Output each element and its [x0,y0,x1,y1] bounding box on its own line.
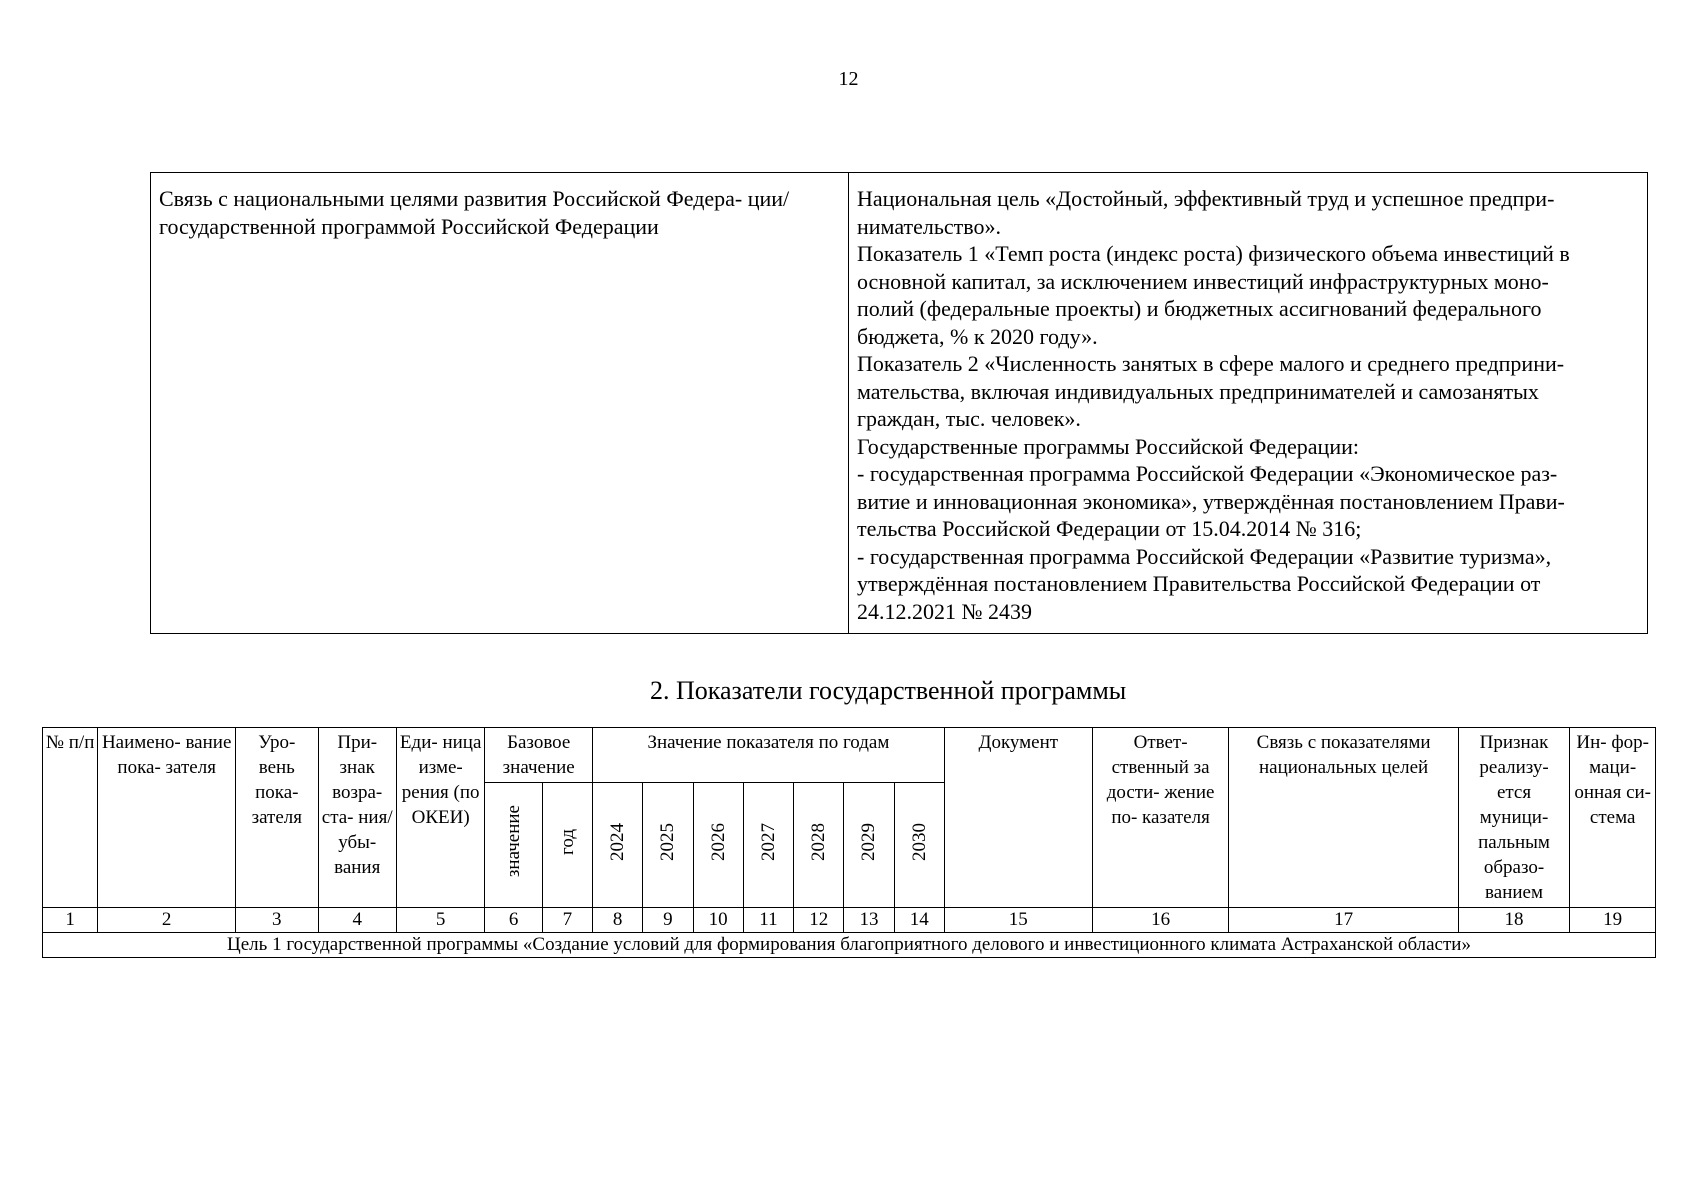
description-line: полий (федеральные проекты) и бюджетных ассигнований федерального [857,296,1542,321]
header-base-year: год [542,783,592,908]
column-number: 12 [794,908,844,933]
goal-text: Цель 1 государственной программы «Создание условий для формирования благоприятного делового и инвестиционного климата Астраханской области» [43,933,1656,958]
description-line: мательства, включая индивидуальных предпринимателей и самозанятых [857,378,1539,404]
description-line: тельства Российской Федерации от 15.04.2014 № 316; [857,516,1362,541]
column-number: 14 [894,908,944,933]
description-line: витие и инновационная экономика», утверждённая постановлением Прави- [857,488,1565,514]
description-line: утверждённая постановлением Правительства Российской Федерации от [857,571,1541,596]
column-number: 11 [743,908,793,933]
column-number: 2 [98,908,236,933]
description-line: граждан, тыс. человек». [857,406,1081,431]
description-line: Показатель 1 «Темп роста (индекс роста) физического объема инвестиций в [857,241,1570,266]
description-line: - государственная программа Российской Федерации «Экономическое раз- [857,461,1558,486]
national-goals-label: Связь с национальными целями развития Российской Федера- ции/ государственной программой Российской Федерации [151,173,849,634]
header-municipal-sign: Признак реализу- ется муници- пальным образо- ванием [1458,728,1570,908]
column-number: 13 [844,908,894,933]
goal-row [43,933,1656,958]
description-line: 24.12.2021 № 2439 [857,598,1032,624]
header-indicator-level: Уро- вень пока- зателя [236,728,318,908]
header-year-2028: 2028 [794,783,844,908]
column-number: 8 [593,908,643,933]
column-numbers-row [43,908,1656,933]
national-goals-table [150,172,1648,634]
header-years-group: Значение показателя по годам [593,728,945,783]
header-trend-sign: При- знак возра- ста- ния/ убы- вания [318,728,396,908]
national-goals-description [849,173,1648,634]
column-number: 18 [1458,908,1570,933]
column-number: 10 [693,908,743,933]
column-number: 17 [1229,908,1458,933]
header-responsible: Ответ- ственный за дости- жение по- казателя [1092,728,1229,908]
description-line: - государственная программа Российской Федерации «Развитие туризма», [857,543,1552,569]
header-year-2030: 2030 [894,783,944,908]
header-indicator-name: Наимено- вание пока- зателя [98,728,236,908]
indicators-table [42,727,1656,958]
column-number: 6 [485,908,542,933]
header-base-value: значение [485,783,542,908]
header-year-2026: 2026 [693,783,743,908]
column-number: 1 [43,908,98,933]
header-information-system: Ин- фор- маци- онная си- стема [1570,728,1656,908]
header-unit: Еди- ница изме- рения (по ОКЕИ) [396,728,484,908]
column-number: 4 [318,908,396,933]
description-line: нимательство». [857,213,1002,239]
column-number: 3 [236,908,318,933]
header-year-2027: 2027 [743,783,793,908]
column-number: 19 [1570,908,1656,933]
header-year-2029: 2029 [844,783,894,908]
column-number: 7 [542,908,592,933]
header-year-2025: 2025 [643,783,693,908]
section-heading: 2. Показатели государственной программы [650,676,1127,705]
column-number: 16 [1092,908,1229,933]
header-national-goals-link: Связь с показателями национальных целей [1229,728,1458,908]
page-number: 12 [838,68,859,90]
description-line: Национальная цель «Достойный, эффективный труд и успешное предпри- [857,186,1555,211]
column-number: 15 [944,908,1092,933]
description-line: Государственные программы Российской Федерации: [857,433,1359,459]
description-line: бюджета, % к 2020 году». [857,323,1098,349]
header-base-value-group: Базовое значение [485,728,593,783]
header-year-2024: 2024 [593,783,643,908]
column-number: 5 [396,908,484,933]
description-line: Показатель 2 «Численность занятых в сфере малого и среднего предприни- [857,351,1565,376]
column-number: 9 [643,908,693,933]
description-line: основной капитал, за исключением инвестиций инфраструктурных моно- [857,268,1549,294]
header-number: № п/п [43,728,98,908]
header-document: Документ [944,728,1092,908]
